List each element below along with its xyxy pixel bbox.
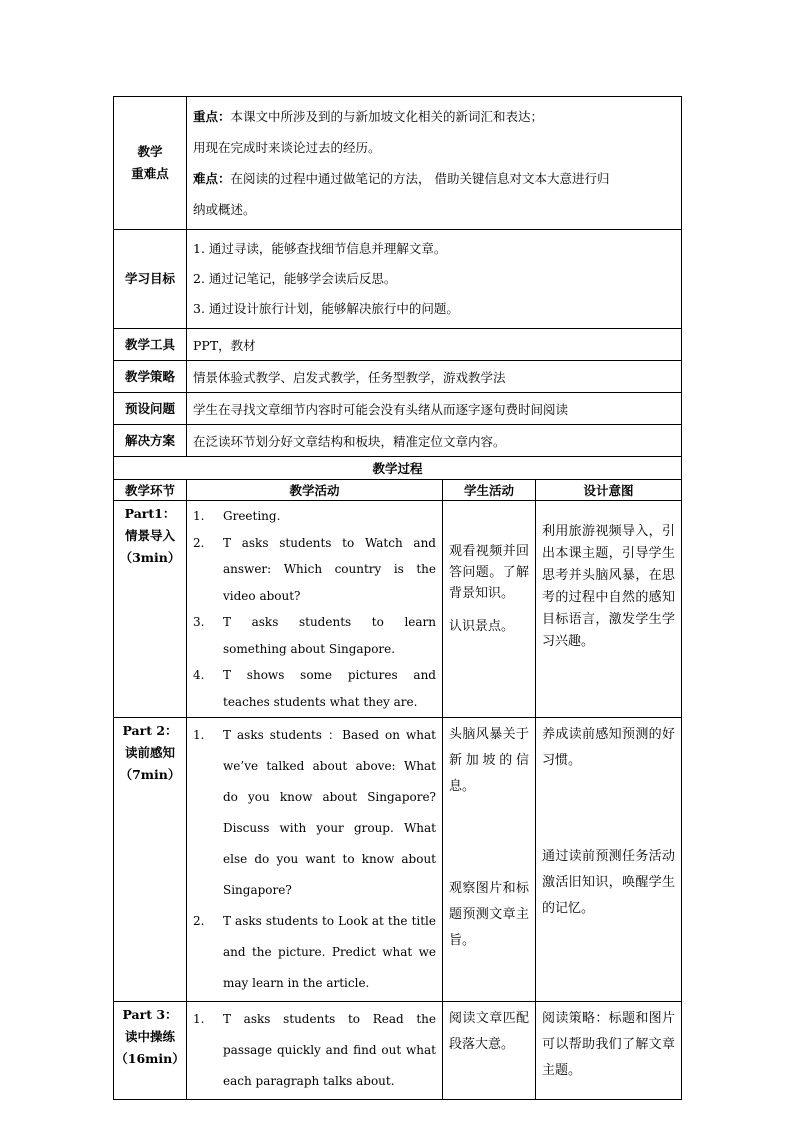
row-teaching-strategy [114,361,682,393]
activity-number: 1. [193,1012,205,1026]
part-name: Part 3： [122,1007,178,1022]
goal-line: 1. 通过寻读，能够查找细节信息并理解文章。 [193,241,447,256]
part-3-activities [187,1002,443,1100]
key-points-content [187,97,682,230]
design-text: 利用旅游视频导入，引出本课主题，引导学生思考并头脑风暴，在思考的过程中自然的感知目标语言，激发学生学习兴趣。 [542,524,676,649]
label-expected-problems [114,393,187,425]
part-3-label [114,1002,187,1100]
design-text: 养成读前感知预测的好习惯。 [542,727,676,768]
part-title: 读中操练 [124,1029,175,1044]
process-title: 教学过程 [114,457,682,480]
key-line-text: 用现在完成时来谈论过去的经历。 [193,140,381,155]
row-solutions [114,425,682,457]
label-text: 学习目标 [124,271,175,286]
goal-line: 3. 通过设计旅行计划，能够解决旅行中的问题。 [193,301,459,316]
row-expected-problems [114,393,682,425]
part-time: （16min） [115,1051,185,1066]
design-text: 阅读策略：标题和图片可以帮助我们了解文章主题。 [542,1011,676,1078]
part-title: 读前感知 [124,745,175,760]
activity-number: 1. [193,728,205,742]
activity-text: T asks students to Look at the title and the picture. Predict what we may learn in the article. [223,914,436,990]
label-text: 预设问题 [124,400,175,416]
part-1-student [443,501,536,718]
learning-goals-content [187,230,682,329]
row-process-headers [114,480,682,501]
activity-number: 1. [193,509,205,523]
label-text: 教学 重难点 [131,144,169,181]
activity-text: T asks students to Watch and answer: Which country is the video about? [223,535,436,603]
activity-item [193,530,436,610]
label-solutions [114,425,187,457]
label-text: 教学策略 [124,368,175,384]
part-name: Part1： [124,506,176,521]
key-line-strong: 重点： [193,109,231,124]
activity-item [193,609,436,662]
row-key-points [114,97,682,230]
label-teaching-strategy [114,361,187,393]
header-design-intent: 设计意图 [536,480,682,501]
activity-text: T asks students to learn something about Singapore. [223,615,436,656]
solutions-content: 在泛读环节划分好文章结构和板块，精准定位文章内容。 [187,425,682,457]
part-1-activities [187,501,443,718]
label-teaching-tools [114,329,187,361]
row-part-1 [114,501,682,718]
lesson-plan-table [113,96,682,1100]
activity-item [193,720,436,906]
part-time: （3min） [119,550,181,565]
student-text: 头脑风暴关于新加坡的信息。 [449,727,529,794]
activity-number: 3. [193,615,205,629]
part-time: （7min） [119,767,181,782]
row-part-3 [114,1002,682,1100]
key-line-1 [193,101,675,132]
key-line-text: 在阅读的过程中通过做笔记的方法， 借助关键信息对文本大意进行归 [230,171,610,186]
row-teaching-tools [114,329,682,361]
row-learning-goals [114,230,682,329]
activity-text: T asks students ：Based on what we’ve talked about above: What do you know about Singapore? Discuss with your group. What else do you want to know about Singapore? [223,728,436,897]
part-3-design [536,1002,682,1100]
design-text: 通过读前预测任务活动激活旧知识，唤醒学生的记忆。 [542,849,676,916]
header-stage: 教学环节 [114,480,187,501]
label-text: 解决方案 [124,432,175,448]
label-text: 教学工具 [124,336,175,352]
activity-text: T asks students to Read the passage quickly and find out what each paragraph talks about. [223,1012,436,1088]
key-line-text: 本课文中所涉及到的与新加坡文化相关的新词汇和表达； [230,109,544,124]
activity-item [193,662,436,715]
key-line-4 [193,194,675,225]
activity-number: 2. [193,914,205,928]
activity-item [193,1004,436,1097]
goal-line: 2. 通过记笔记，能够学会读后反思。 [193,271,397,286]
expected-problems-content: 学生在寻找文章细节内容时可能会没有头绪从而逐字逐句费时间阅读 [187,393,682,425]
part-1-design [536,501,682,718]
header-teacher-activity: 教学活动 [187,480,443,501]
header-student-activity: 学生活动 [443,480,536,501]
part-2-design [536,718,682,1002]
activity-item [193,906,436,999]
activity-number: 4. [193,668,205,682]
student-text: 认识景点。 [449,619,515,634]
activity-item [193,503,436,530]
student-text: 阅读文章匹配段落大意。 [449,1011,529,1052]
key-line-text: 纳或概述。 [193,202,256,217]
activity-number: 2. [193,535,205,550]
part-2-activities [187,718,443,1002]
activity-text: Greeting. [223,509,281,523]
part-title: 情景导入 [124,528,175,543]
student-text: 观看视频并回答问题。了解背景知识。 [449,544,529,601]
part-1-label [114,501,187,718]
teaching-tools-content: PPT，教材 [187,329,682,361]
part-2-student [443,718,536,1002]
part-2-label [114,718,187,1002]
key-line-3 [193,163,675,194]
label-learning-goals [114,230,187,329]
activity-text: T shows some pictures and teaches students what they are. [223,668,436,709]
row-part-2 [114,718,682,1002]
teaching-strategy-content: 情景体验式教学、启发式教学，任务型教学，游戏教学法 [187,361,682,393]
row-process-title [114,457,682,480]
part-3-student [443,1002,536,1100]
student-text: 观察图片和标题预测文章主旨。 [449,881,529,948]
key-line-2 [193,132,675,163]
part-name: Part 2： [122,723,178,738]
label-key-points [114,97,187,230]
key-line-strong: 难点： [193,171,231,186]
